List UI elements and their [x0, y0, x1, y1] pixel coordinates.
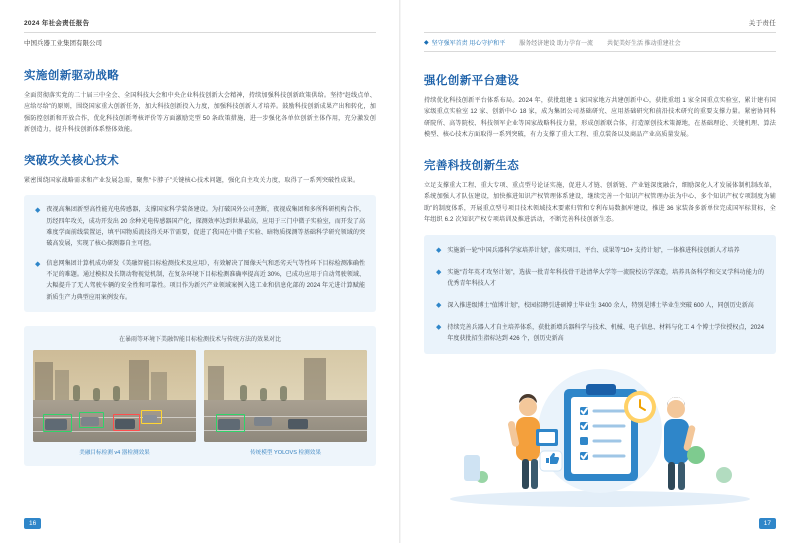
ecosystem-bullet-card: [424, 235, 776, 354]
nav-item-peace[interactable]: [424, 38, 505, 47]
tree-shape: [260, 388, 267, 401]
figure-top-caption: 在暴雨等环境下美融智能目标检测技术与传统方法的效果对比: [118, 336, 281, 343]
page-number-right: 17: [759, 518, 776, 529]
diamond-bullet-icon: ◆: [436, 301, 442, 309]
nav-item-label: 服务经济建设 助力孕育一流: [519, 41, 593, 47]
section-title-platform: 强化创新平台建设: [424, 75, 520, 87]
section-title-core-tech: 突破攻关核心技术: [24, 155, 120, 168]
bullet-text: 夜视高集团新型高性能光电传感器，支撑国家科学装备建设。为打破国外公司垄断，夜视成集团和多所科研机构合作，历经四年攻关，成功开发出 20 余种光电传感器国产化，探测效率达到世界最高，应用于三门中微子实验室，而开发了高难度学面前线装置运，填平国物质流技得关环节需要，促进了我国在中微子实验、暗物质探测等基础科学研究领域的突破高发展，实现了核心探测器自主可控。: [46, 207, 365, 247]
person-right: [664, 397, 705, 490]
car-shape: [254, 417, 272, 426]
illustration-svg: [424, 359, 776, 509]
nav-item-economy[interactable]: [519, 38, 593, 47]
bullet-item: [436, 268, 764, 290]
tree-shape: [93, 388, 100, 401]
figure-block: [24, 326, 376, 466]
diamond-bullet-icon: ◆: [436, 269, 442, 276]
detection-box: [141, 410, 162, 424]
bullet-item: [35, 259, 365, 304]
building-shape: [35, 362, 53, 400]
car-shape: [288, 419, 308, 429]
bullet-item: [436, 301, 764, 312]
company-name: 中国兵器工业集团有限公司: [24, 40, 102, 47]
nav-item-label: 共促美好生活 推动重建社会: [606, 41, 681, 47]
building-shape: [208, 366, 224, 400]
thumbs-up-icon: [540, 451, 562, 471]
figure-cell: [33, 350, 196, 456]
paragraph-core-tech: 紧密围绕国家战略需求和产业发展急需，聚焦“卡脖子”关键核心技术问题，强化自主攻关力度，取得了一系列突破性成果。: [24, 177, 360, 185]
header-divider: [24, 32, 376, 33]
street-photo-baseline: [204, 350, 367, 442]
section-label: 关于责任: [748, 20, 776, 27]
bullet-item: [35, 205, 365, 250]
nav-item-label: 坚守强军首责 用心守护和平: [431, 41, 506, 47]
detection-box: [43, 414, 72, 432]
bullet-text: 实施新一轮“中国兵器科学家培养计划”，落实项目、平台、成果等“10+ 支持计划”，一体推进科技创新人才培养: [447, 248, 740, 255]
detection-box: [79, 412, 104, 428]
tree-shape: [280, 386, 287, 401]
detection-box: [113, 414, 140, 431]
right-subheader: [424, 38, 776, 47]
street-photo-detection: [33, 350, 196, 442]
right-page-header: [424, 18, 776, 27]
figure-caption: 美融目标检测 v4 器检测效果: [79, 449, 150, 456]
building-shape: [151, 372, 167, 400]
page-number-left: 16: [24, 518, 41, 529]
bullet-text: 持续完善兵器人才自主培养体系，获批新增兵器科学与技术、机械、电子信息、材料与化工 4 个博士学位授权点，2024 年度获批招生指标达到 426 个，创历史新高: [447, 324, 764, 342]
detection-box: [216, 414, 245, 432]
nav-item-society[interactable]: [607, 38, 681, 47]
diamond-bullet-icon: ◆: [424, 39, 429, 46]
checklist-illustration: [424, 359, 776, 509]
building-shape: [129, 360, 149, 400]
section-title-ecosystem: 完善科技创新生态: [424, 160, 520, 173]
bullet-text: 深入推进级博士“值博计划”，校园招聘引进硕博士毕业生 3400 余人，特别是博士毕业生突破 600 人，同创历史新高: [447, 302, 754, 309]
page-gutter: [399, 0, 401, 543]
core-tech-bullet-card: [24, 195, 376, 311]
diamond-bullet-icon: ◆: [35, 207, 41, 215]
subheader-divider: [424, 51, 776, 52]
figure-row: [33, 350, 367, 456]
building-shape: [55, 370, 69, 400]
diamond-bullet-icon: ◆: [436, 247, 442, 255]
right-page: [400, 0, 800, 543]
building-shape: [304, 358, 326, 400]
tree-shape: [113, 386, 120, 401]
chapter-nav: [424, 38, 681, 47]
figure-cell: [204, 350, 367, 456]
bullet-item: [436, 323, 764, 345]
bullet-text: 实施“青年英才攻坚计划”，选拔一批青年科技骨干赴清华大学等一流院校访学深造，培养具备科学和交叉学科功能力的优秀青年科技人才: [447, 270, 764, 287]
bullet-text: 信息网集团计算机成功研发《美融智能目标检测技术及应用》，有效解决了图像天气和恶劣天气等性环下目标检测准确性不足的难题。通过模拟及长期动物视觉机制，在复杂环境下目标检测准确率提高近 30%，已成功应用于自动驾驶领域、大幅提升了无人驾驶车辆的安全性和可靠性。项目作为新兴产业领域案例入选工业和信息化部的 2024 年元进计算赋能新质生产力典型应用案例发布。: [46, 261, 365, 301]
tree-shape: [240, 385, 247, 401]
left-page-header: [24, 18, 376, 27]
paragraph-innovation-strategy: 全面贯彻落实党的二十届三中全会、全国科技大会和中央企业科技创新大会精神，持续加强科技创新政策供给。坚持“赶线点单、应给尽给”的原则，围绕国家重大创新任务，加大科技创新投入力度，加强科技创新人才培养。鼓励科技创新成果产出和转化，加强防控创新和开放合作，优化科技创新考核评价等方面激励完型 50 条政策措施，进一步强化各单位创新主体作用，充分激发创新创造力，提升科技创新体系整体效能。: [24, 92, 376, 133]
section-title-innovation-strategy: 实施创新驱动战略: [24, 70, 120, 82]
diamond-bullet-icon: ◆: [436, 323, 442, 331]
diamond-bullet-icon: ◆: [35, 261, 41, 269]
bullet-item: [436, 246, 764, 257]
left-subheader: [24, 38, 376, 47]
tree-shape: [73, 385, 80, 401]
paragraph-platform: 持续优化科技创新平台体系布局。2024 年，获批组建 1 家国家地方共建创新中心，获批重组 1 家全国重点实验室，累计建有国家级重点实验室 12 家、创新中心 18 家，成为集团公司基础研究、应用基础研究和前沿技术研究的重要支撑力量。紧密协同科研院所、高等院校、科技领军企业等国家战略科技力量，形成创新联合体，打造原创技术策源地，在基础理论、关键机理、算法模型、核心技术方面取得一系列突破，有力支撑了重大工程、重点装备以及商品产业高质量发展。: [424, 97, 776, 138]
paragraph-ecosystem: 立足支撑重大工程、重大专项、重点型号论证实施，促进人才链、创新链、产业链深度融合，细励深化人才发展体制机制改革，系统加强人才队伍建设，加快推进知识产权管理体系建设，继续完善一个知识产权管理办法为中心、多个知识产权专项制度为辅助”的制度体系，开展重点型号项目技术领域技术要素归管和专利布局数据库建设，推进 36 家装备多新单位完成国军标贯标，全年组织 6.2 次知识产权专项培训及推进活动，不断完善科技创新生态。: [424, 182, 776, 223]
figure-caption: 传统模型 YOLOVS 检测效果: [250, 449, 321, 456]
report-title: 2024 年社会责任报告: [24, 20, 90, 27]
header-divider: [424, 32, 776, 33]
